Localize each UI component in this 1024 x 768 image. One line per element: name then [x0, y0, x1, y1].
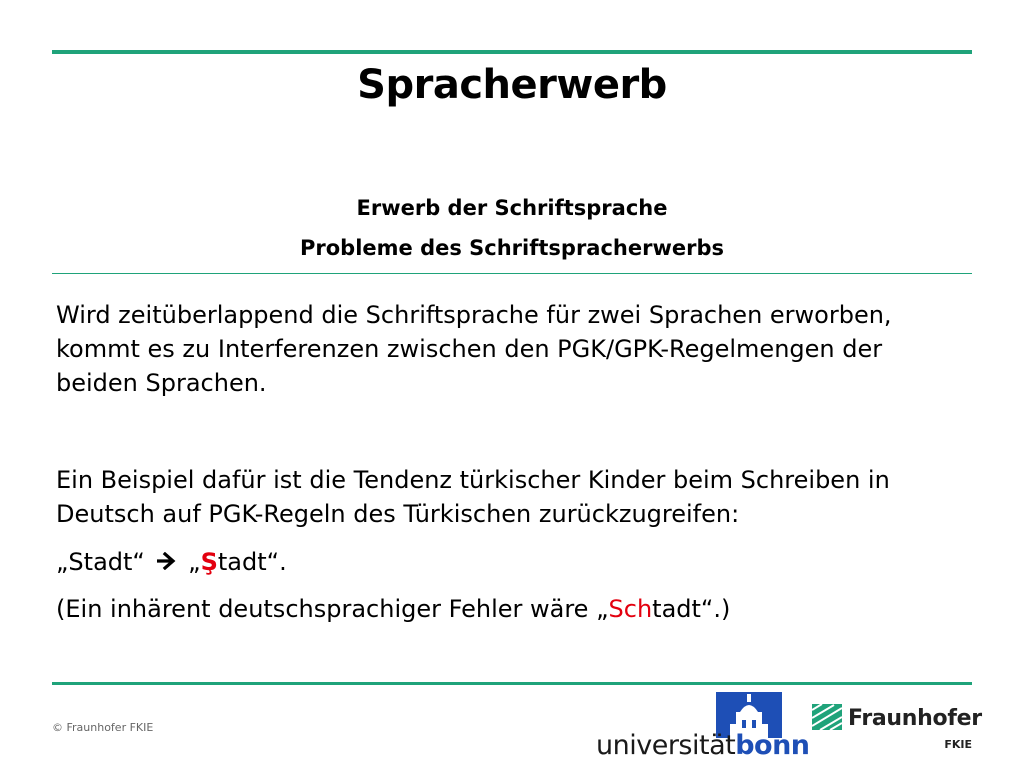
right-arrow-icon — [157, 552, 177, 570]
paragraph-interferenzen: Wird zeitüberlappend die Schriftsprache für zwei Sprachen erworben, kommt es zu Interferenzen zwischen den PGK/GPK-Regelmengen der beiden Sprachen. — [56, 301, 892, 397]
subtitle-schriftsprache: Erwerb der Schriftsprache — [356, 196, 668, 220]
example-rest: tadt“. — [217, 548, 287, 576]
university-bonn-logo — [596, 692, 810, 762]
copyright-text: © Fraunhofer FKIE — [52, 721, 154, 734]
uni-logo-bonn: bonn — [735, 730, 810, 761]
note-prefix: (Ein inhärent deutschsprachiger Fehler wäre „ — [56, 595, 609, 623]
header-rule — [52, 50, 972, 54]
subtitle-probleme: Probleme des Schriftspracherwerbs — [299, 236, 724, 260]
note-highlight: Sch — [608, 595, 653, 623]
subtitle-rule — [52, 273, 972, 274]
example-open-quote: „ — [188, 548, 201, 576]
footer-rule — [52, 682, 972, 685]
fraunhofer-stripes-icon — [812, 704, 842, 730]
slide-title: Spracherwerb — [357, 62, 667, 108]
fraunhofer-unit: FKIE — [944, 738, 972, 751]
example-line — [56, 545, 956, 579]
fraunhofer-logo — [812, 704, 982, 756]
example-original: „Stadt“ — [56, 548, 145, 576]
uni-logo-word: universität — [596, 730, 736, 761]
example-highlight: Ş — [200, 548, 218, 576]
note-line — [56, 592, 956, 626]
university-wordmark — [596, 730, 810, 761]
paragraph-beispiel: Ein Beispiel dafür ist die Tendenz türkischer Kinder beim Schreiben in Deutsch auf PGK-Regeln des Türkischen zurückzugreifen: — [56, 466, 890, 528]
fraunhofer-name: Fraunhofer — [848, 706, 982, 731]
note-suffix: tadt“.) — [652, 595, 731, 623]
